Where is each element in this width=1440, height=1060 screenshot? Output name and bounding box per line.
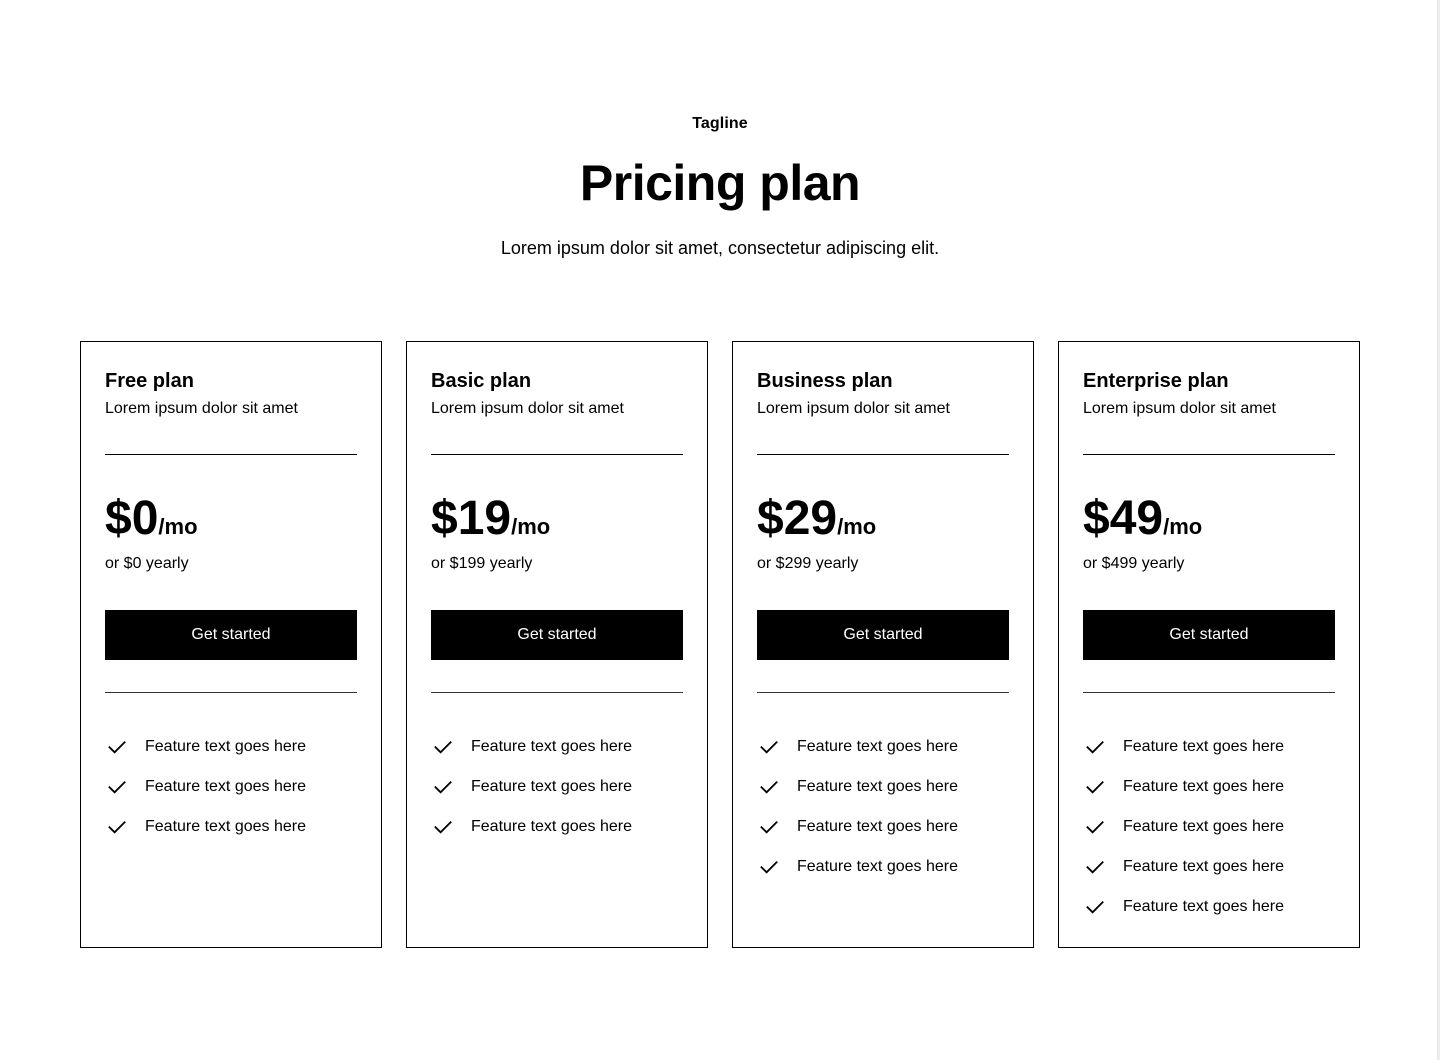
card-divider [757, 454, 1009, 455]
check-icon [1083, 815, 1107, 839]
feature-text: Feature text goes here [145, 738, 306, 755]
feature-item [105, 815, 357, 839]
feature-item [757, 735, 1009, 759]
card-divider [105, 692, 357, 693]
check-icon [1083, 775, 1107, 799]
pricing-card-2 [406, 341, 708, 948]
feature-text: Feature text goes here [1123, 778, 1284, 795]
feature-text: Feature text goes here [471, 778, 632, 795]
pricing-card-3 [732, 341, 1034, 948]
check-icon [1083, 855, 1107, 879]
check-icon [105, 815, 129, 839]
yearly-price: or $0 yearly [105, 555, 189, 572]
price-row [1083, 492, 1335, 546]
price-period: /mo [158, 514, 198, 539]
feature-item [1083, 775, 1335, 799]
pricing-header [0, 114, 1440, 260]
feature-text: Feature text goes here [145, 778, 306, 795]
feature-item [757, 855, 1009, 879]
tagline: Tagline [692, 115, 748, 132]
check-icon [105, 775, 129, 799]
get-started-button[interactable]: Get started [105, 610, 357, 660]
check-icon [1083, 735, 1107, 759]
feature-text: Feature text goes here [471, 738, 632, 755]
feature-item [1083, 895, 1335, 919]
feature-text: Feature text goes here [797, 738, 958, 755]
yearly-price: or $199 yearly [431, 555, 533, 572]
price-period: /mo [511, 514, 551, 539]
check-icon [757, 815, 781, 839]
feature-item [431, 775, 683, 799]
feature-list [105, 735, 357, 839]
plan-description: Lorem ipsum dolor sit amet [105, 400, 298, 417]
plan-description: Lorem ipsum dolor sit amet [757, 400, 950, 417]
plan-price: $29 [757, 492, 838, 545]
plan-name: Business plan [757, 370, 893, 392]
yearly-price: or $499 yearly [1083, 555, 1185, 572]
feature-text: Feature text goes here [797, 818, 958, 835]
feature-item [757, 775, 1009, 799]
check-icon [431, 815, 455, 839]
card-divider [1083, 454, 1335, 455]
check-icon [757, 855, 781, 879]
get-started-button[interactable]: Get started [431, 610, 683, 660]
get-started-button[interactable]: Get started [1083, 610, 1335, 660]
plan-description: Lorem ipsum dolor sit amet [1083, 400, 1276, 417]
plan-name: Free plan [105, 370, 194, 392]
plan-price: $19 [431, 492, 512, 545]
yearly-price: or $299 yearly [757, 555, 859, 572]
feature-text: Feature text goes here [471, 818, 632, 835]
pricing-card-1 [80, 341, 382, 948]
price-period: /mo [1163, 514, 1203, 539]
feature-item [1083, 815, 1335, 839]
card-divider [431, 692, 683, 693]
price-row [757, 492, 1009, 546]
feature-list [757, 735, 1009, 879]
feature-text: Feature text goes here [797, 778, 958, 795]
price-period: /mo [837, 514, 877, 539]
feature-text: Feature text goes here [1123, 738, 1284, 755]
card-divider [105, 454, 357, 455]
check-icon [105, 735, 129, 759]
feature-item [105, 735, 357, 759]
plan-price: $49 [1083, 492, 1164, 545]
price-row [431, 492, 683, 546]
check-icon [757, 775, 781, 799]
feature-list [431, 735, 683, 839]
plan-name: Basic plan [431, 370, 532, 392]
pricing-cards [80, 341, 1360, 948]
feature-item [1083, 735, 1335, 759]
feature-item [431, 815, 683, 839]
check-icon [1083, 895, 1107, 919]
get-started-button[interactable]: Get started [757, 610, 1009, 660]
check-icon [431, 735, 455, 759]
card-divider [757, 692, 1009, 693]
price-row [105, 492, 357, 546]
check-icon [431, 775, 455, 799]
check-icon [757, 735, 781, 759]
feature-list [1083, 735, 1335, 919]
plan-name: Enterprise plan [1083, 370, 1229, 392]
feature-item [757, 815, 1009, 839]
feature-text: Feature text goes here [145, 818, 306, 835]
page-title: Pricing plan [579, 155, 861, 211]
page-subtitle: Lorem ipsum dolor sit amet, consectetur adipiscing elit. [500, 238, 940, 258]
feature-text: Feature text goes here [1123, 818, 1284, 835]
feature-item [431, 735, 683, 759]
card-divider [1083, 692, 1335, 693]
plan-price: $0 [105, 492, 159, 545]
pricing-card-4 [1058, 341, 1360, 948]
plan-description: Lorem ipsum dolor sit amet [431, 400, 624, 417]
feature-text: Feature text goes here [797, 858, 958, 875]
feature-text: Feature text goes here [1123, 898, 1284, 915]
card-divider [431, 454, 683, 455]
feature-text: Feature text goes here [1123, 858, 1284, 875]
feature-item [1083, 855, 1335, 879]
feature-item [105, 775, 357, 799]
